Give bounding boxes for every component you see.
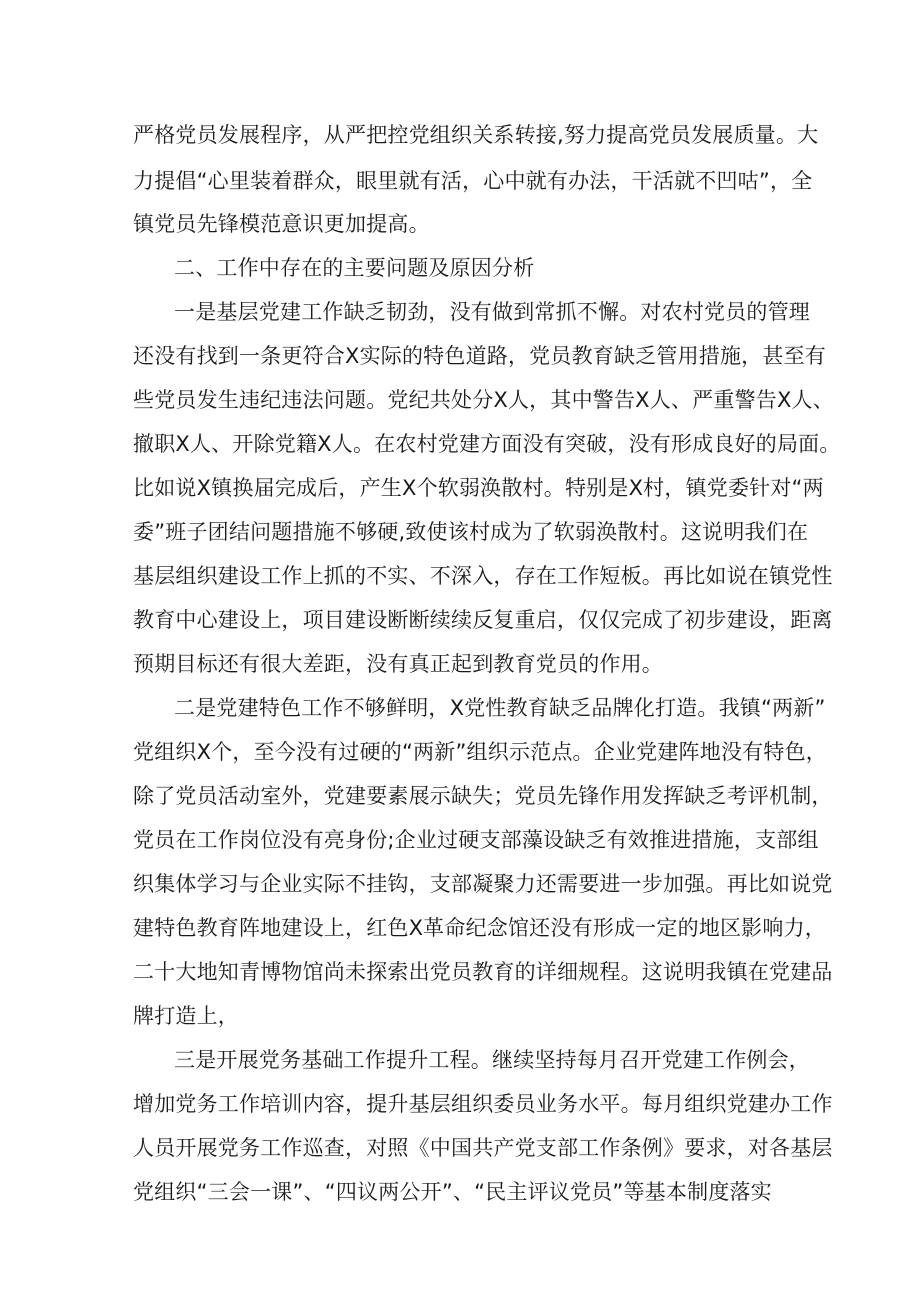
body-text-line: 人员开展党务工作巡查，对照《中国共产党支部工作条例》要求，对各基层 [133,1136,833,1160]
body-text-line: 比如说X镇换届完成后，产生X个软弱涣散村。特别是X村，镇党委针对“两 [133,476,824,500]
body-text-line: 牌打造上， [133,1004,239,1028]
body-text-line: 一是基层党建工作缺乏韧劲，没有做到常抓不懈。对农村党员的管理 [174,300,810,324]
body-text-line: 镇党员先锋模范意识更加提高。 [133,212,430,236]
body-text-line: 严格党员发展程序，从严把控党组织关系转接,努力提高党员发展质量。大 [133,123,819,147]
body-text-line: 教育中心建设上，项目建设断断续续反复重启，仅仅完成了初步建设，距离 [133,608,833,632]
body-text-line: 党组织X个，至今没有过硬的“两新”组织示范点。企业党建阵地没有特色， [133,740,827,764]
body-text-line: 基层组织建设工作上抓的不实、不深入，存在工作短板。再比如说在镇党性 [133,564,833,588]
body-text-line: 委”班子团结问题措施不够硬,致使该村成为了软弱涣散村。这说明我们在 [133,520,809,544]
body-text-line: 党组织“三会一课”、“四议两公开”、“民主评议党员”等基本制度落实 [133,1180,772,1204]
body-text-line: 些党员发生违纪违法问题。党纪共处分X人，其中警告X人、严重警告X人、 [133,388,834,412]
body-text-line: 增加党务工作培训内容，提升基层组织委员业务水平。每月组织党建办工作 [133,1092,833,1116]
body-text-line: 力提倡“心里装着群众，眼里就有活，心中就有办法，干活就不凹咕”，全 [133,169,813,193]
body-text-line: 还没有找到一条更符合X实际的特色道路，党员教育缺乏管用措施，甚至有 [133,344,826,368]
body-text-line: 建特色教育阵地建设上，红色X革命纪念馆还没有形成一定的地区影响力， [133,916,826,940]
body-text-line: 二是党建特色工作不够鲜明，X党性教育缺乏品牌化打造。我镇“两新” [174,696,826,720]
body-text-line: 除了党员活动室外，党建要素展示缺失；党员先锋作用发挥缺乏考评机制， [133,784,833,808]
section-heading: 二、工作中存在的主要问题及原因分析 [174,256,535,280]
body-text-line: 撤职X人、开除党籍X人。在农村党建方面没有突破，没有形成良好的局面。 [133,432,841,456]
body-text-line: 织集体学习与企业实际不挂钩，支部凝聚力还需要进一步加强。再比如说党 [133,872,833,896]
body-text-line: 预期目标还有很大差距，没有真正起到教育党员的作用。 [133,652,663,676]
body-text-line: 党员在工作岗位没有亮身份;企业过硬支部藻设缺乏有效推进措施，支部组 [133,828,819,852]
body-text-line: 三是开展党务基础工作提升工程。继续坚持每月召开党建工作例会， [174,1048,810,1072]
body-text-line: 二十大地知青博物馆尚未探索出党员教育的详细规程。这说明我镇在党建品 [133,960,833,984]
